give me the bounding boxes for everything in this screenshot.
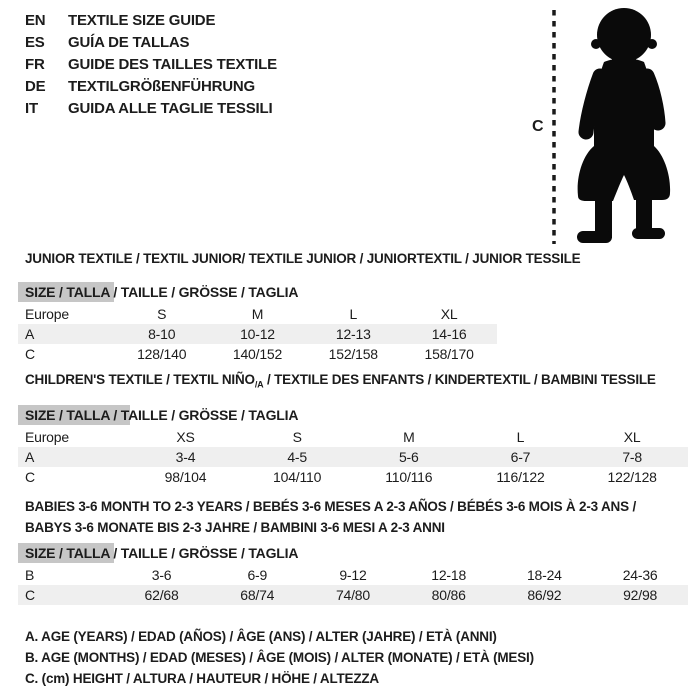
cell: 80/86 <box>401 585 497 605</box>
cell: M <box>251 306 264 322</box>
table-row-height-cm <box>18 467 688 487</box>
cell: 116/122 <box>496 469 545 485</box>
cell: 62/68 <box>114 585 210 605</box>
footnote-b: B. AGE (MONTHS) / EDAD (MESES) / ÂGE (MOIS) / ALTER (MONATE) / ETÀ (MESI) <box>25 650 534 665</box>
lang-row-es <box>25 32 277 54</box>
babies-title-line1: BABIES 3-6 MONTH TO 2-3 YEARS / BEBÉS 3-6 MESES A 2-3 AÑOS / BÉBÉS 3-6 MOIS À 2-3 ANS / <box>25 499 636 514</box>
size-header-bar: SIZE / TALLA / TAILLE / GRÖSSE / TAGLIA <box>18 543 114 563</box>
toddler-body <box>577 8 670 243</box>
table-row-height-cm <box>18 344 497 364</box>
cell: 86/92 <box>497 585 593 605</box>
footnote-a: A. AGE (YEARS) / EDAD (AÑOS) / ÂGE (ANS) / ALTER (JAHRE) / ETÀ (ANNI) <box>25 629 497 644</box>
junior-section-title: JUNIOR TEXTILE / TEXTIL JUNIOR/ TEXTILE JUNIOR / JUNIORTEXTIL / JUNIOR TESSILE <box>25 251 581 266</box>
cell: 122/128 <box>607 469 657 485</box>
cell: 18-24 <box>526 567 562 583</box>
row-label: Europe <box>25 306 69 322</box>
cell: 6-9 <box>247 567 268 583</box>
lang-label: TEXTILE SIZE GUIDE <box>68 12 216 29</box>
children-title-pre: CHILDREN'S TEXTILE / TEXTIL NIÑO <box>25 372 255 387</box>
children-title-sub: /A <box>254 379 264 390</box>
table-row-height-cm <box>18 585 688 605</box>
lang-label: GUÍA DE TALLAS <box>68 34 190 51</box>
lang-row-fr <box>25 54 277 76</box>
cell: 92/98 <box>592 585 688 605</box>
lang-code: DE <box>25 78 46 95</box>
table-row-age-years <box>18 324 497 344</box>
lang-row-it <box>25 98 277 120</box>
lang-label: GUIDA ALLE TAGLIE TESSILI <box>68 100 273 117</box>
row-label: B <box>25 567 35 583</box>
cell: 104/110 <box>273 469 322 485</box>
row-label: C <box>25 346 35 362</box>
cell: 12-13 <box>305 324 401 344</box>
row-label: C <box>25 469 35 485</box>
lang-label: TEXTILGRÖßENFÜHRUNG <box>68 78 256 95</box>
cell: 8-10 <box>114 324 210 344</box>
cell: L <box>349 306 358 322</box>
table-row-europe <box>18 304 497 324</box>
row-label: A <box>18 324 114 344</box>
height-marker-label: C <box>532 118 544 135</box>
lang-code: IT <box>25 100 38 117</box>
lang-row-en <box>25 10 277 32</box>
cell: XL <box>623 429 641 445</box>
toddler-silhouette-icon <box>520 2 692 250</box>
cell: 5-6 <box>353 447 465 467</box>
cell: 24-36 <box>622 567 658 583</box>
height-figure <box>520 2 692 250</box>
table-row-europe <box>18 427 688 447</box>
junior-size-table <box>18 282 497 364</box>
cell: XS <box>176 429 195 445</box>
cell: 3-6 <box>151 567 172 583</box>
babies-size-table <box>18 543 688 605</box>
cell: 110/116 <box>385 469 433 485</box>
lang-row-de <box>25 76 277 98</box>
cell: 68/74 <box>209 585 305 605</box>
row-label: A <box>18 447 130 467</box>
cell: S <box>157 306 167 322</box>
table-row-age-months <box>18 565 688 585</box>
cell: 14-16 <box>401 324 497 344</box>
cell: 158/170 <box>424 346 474 362</box>
cell: 74/80 <box>305 585 401 605</box>
cell: 7-8 <box>576 447 688 467</box>
table-row-age-years <box>18 447 688 467</box>
children-title-post: / TEXTILE DES ENFANTS / KINDERTEXTIL / BAMBINI TESSILE <box>263 372 656 387</box>
cell: L <box>516 429 525 445</box>
cell: 152/158 <box>328 346 378 362</box>
cell: 98/104 <box>164 469 207 485</box>
cell: 9-12 <box>339 567 367 583</box>
cell: 10-12 <box>210 324 306 344</box>
cell: 4-5 <box>241 447 353 467</box>
lang-label: GUIDE DES TAILLES TEXTILE <box>68 56 277 73</box>
cell: 12-18 <box>431 567 467 583</box>
cell: 3-4 <box>130 447 242 467</box>
size-header-bar: SIZE / TALLA / TAILLE / GRÖSSE / TAGLIA <box>18 405 130 425</box>
babies-section-title <box>25 496 636 538</box>
footnote-legend <box>25 626 534 689</box>
footnote-c: C. (cm) HEIGHT / ALTURA / HAUTEUR / HÖHE / ALTEZZA <box>25 671 379 686</box>
cell: 6-7 <box>465 447 577 467</box>
cell: S <box>292 429 302 445</box>
cell: 128/140 <box>137 346 187 362</box>
size-header-bar: SIZE / TALLA / TAILLE / GRÖSSE / TAGLIA <box>18 282 114 302</box>
lang-code: FR <box>25 56 45 73</box>
babies-title-line2: BABYS 3-6 MONATE BIS 2-3 JAHRE / BAMBINI 3-6 MESI A 2-3 ANNI <box>25 520 445 535</box>
cell: 140/152 <box>232 346 283 362</box>
cell: XL <box>440 306 458 322</box>
language-title-list <box>25 10 277 120</box>
children-size-table <box>18 405 688 487</box>
cell: M <box>403 429 415 445</box>
children-section-title <box>25 372 656 390</box>
row-label: C <box>18 585 114 605</box>
lang-code: EN <box>25 12 46 29</box>
row-label: Europe <box>25 429 69 445</box>
lang-code: ES <box>25 34 45 51</box>
